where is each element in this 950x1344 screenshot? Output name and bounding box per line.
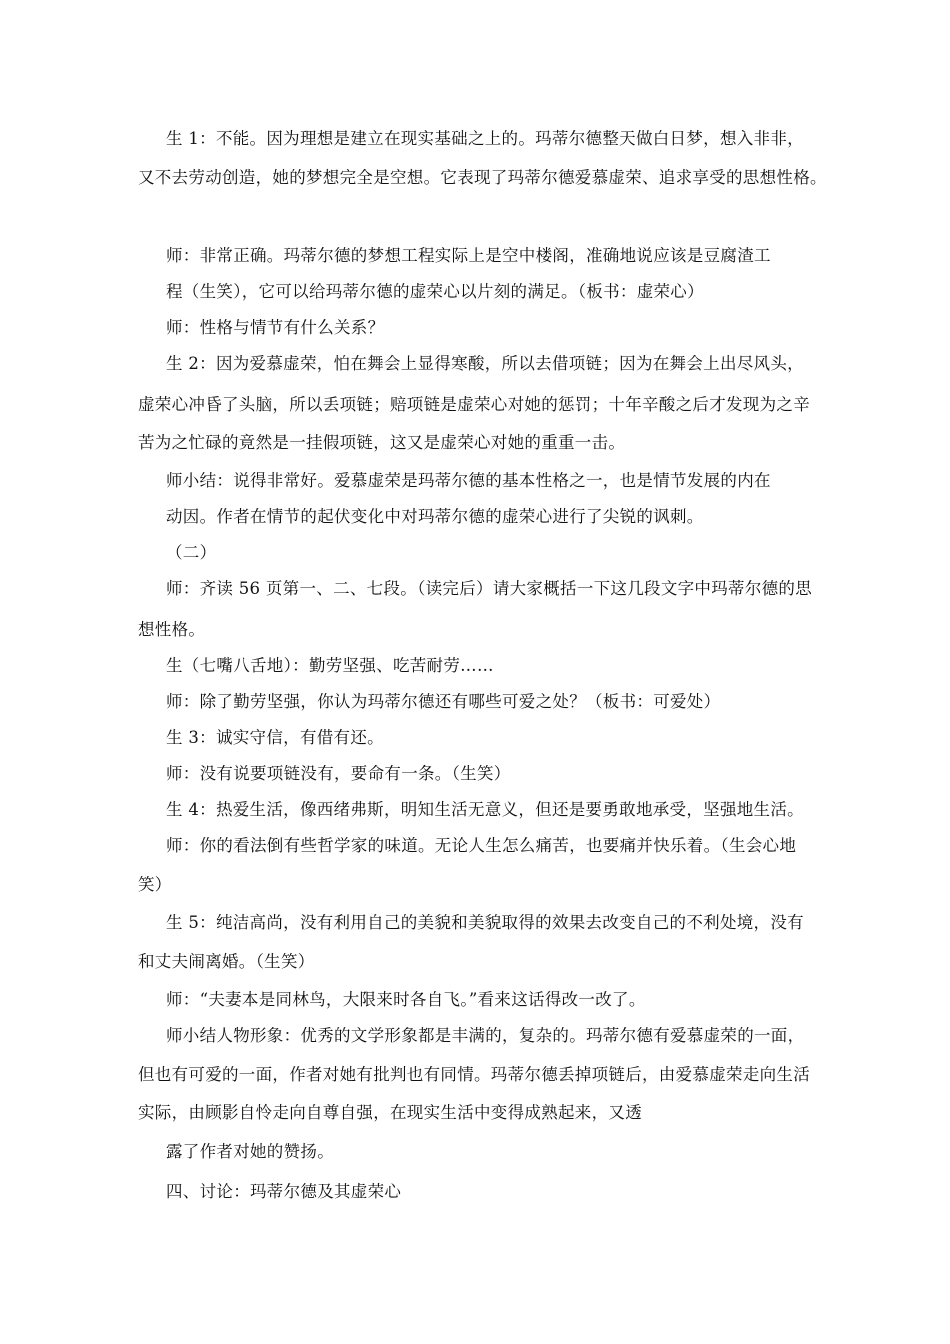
text-line: 露了作者对她的赞扬。 bbox=[166, 1142, 334, 1161]
text-line: 师小结：说得非常好。爱慕虚荣是玛蒂尔德的基本性格之一，也是情节发展的内在 bbox=[166, 471, 771, 490]
text-line: 但也有可爱的一面，作者对她有批判也有同情。玛蒂尔德丢掉项链后，由爱慕虚荣走向生活 bbox=[138, 1065, 810, 1084]
text-line: 又不去劳动创造，她的梦想完全是空想。它表现了玛蒂尔德爱慕虚荣、追求享受的思想性格。 bbox=[138, 168, 827, 187]
section-heading: （二） bbox=[166, 543, 217, 562]
text-line: 生 3：诚实守信，有借有还。 bbox=[166, 728, 384, 747]
text-line: 动因。作者在情节的起伏变化中对玛蒂尔德的虚荣心进行了尖锐的讽刺。 bbox=[166, 507, 704, 526]
text-line: 生 2：因为爱慕虚荣，怕在舞会上显得寒酸，所以去借项链；因为在舞会上出尽风头， bbox=[166, 354, 804, 373]
text-line: 师：没有说要项链没有，要命有一条。（生笑） bbox=[166, 764, 511, 783]
section-heading: 四、讨论：玛蒂尔德及其虚荣心 bbox=[166, 1182, 402, 1201]
text-line: 师：除了勤劳坚强，你认为玛蒂尔德还有哪些可爱之处？（板书：可爱处） bbox=[166, 692, 721, 711]
text-line: 师小结人物形象：优秀的文学形象都是丰满的，复杂的。玛蒂尔德有爱慕虚荣的一面， bbox=[166, 1026, 805, 1045]
text-line: 师：非常正确。玛蒂尔德的梦想工程实际上是空中楼阁，准确地说应该是豆腐渣工 bbox=[166, 246, 771, 265]
text-line: 生 4：热爱生活，像西绪弗斯，明知生活无意义，但还是要勇敢地承受，坚强地生活。 bbox=[166, 800, 804, 819]
text-line: 想性格。 bbox=[138, 620, 206, 639]
text-line: 笑） bbox=[138, 875, 172, 894]
text-line: 苦为之忙碌的竟然是一挂假项链，这又是虚荣心对她的重重一击。 bbox=[138, 433, 626, 452]
text-line: 生（七嘴八舌地）：勤劳坚强、吃苦耐劳…… bbox=[166, 656, 494, 675]
text-line: 生 5：纯洁高尚，没有利用自己的美貌和美貌取得的效果去改变自己的不利处境，没有 bbox=[166, 913, 804, 932]
text-line: 师：“夫妻本是同林鸟，大限来时各自飞。”看来这话得改一改了。 bbox=[166, 990, 646, 1009]
text-line: 和丈夫闹离婚。（生笑） bbox=[138, 952, 315, 971]
text-line: 师：齐读 56 页第一、二、七段。（读完后）请大家概括一下这几段文字中玛蒂尔德的思 bbox=[166, 579, 813, 598]
text-line: 实际，由顾影自怜走向自尊自强，在现实生活中变得成熟起来，又透 bbox=[138, 1103, 642, 1122]
text-line: 师：性格与情节有什么关系？ bbox=[166, 318, 385, 337]
text-line: 师：你的看法倒有些哲学家的味道。无论人生怎么痛苦，也要痛并快乐着。（生会心地 bbox=[166, 836, 797, 855]
text-line: 生 1：不能。因为理想是建立在现实基础之上的。玛蒂尔德整天做白日梦，想入非非， bbox=[166, 129, 804, 148]
text-line: 程（生笑），它可以给玛蒂尔德的虚荣心以片刻的满足。（板书：虚荣心） bbox=[166, 282, 704, 301]
text-line: 虚荣心冲昏了头脑，所以丢项链；赔项链是虚荣心对她的惩罚；十年辛酸之后才发现为之辛 bbox=[138, 395, 810, 414]
